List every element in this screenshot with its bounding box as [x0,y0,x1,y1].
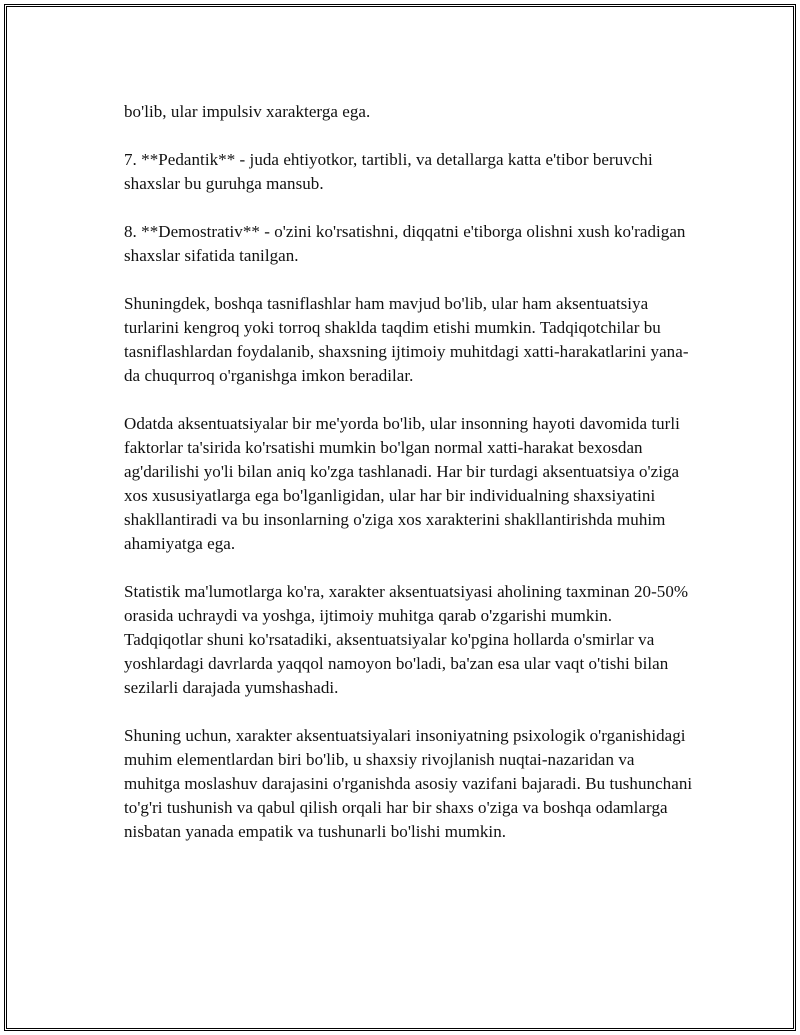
paragraph-continuation: bo'lib, ular impulsiv xarakterga ega. [124,102,371,121]
paragraph-statistics: Statistik ma'lumotlarga ko'ra, xarakter aksentuatsiyasi aholining taxminan 20-50% orasida uchraydi va yoshga, ijtimoiy muhitga qarab o'zgarishi mumkin. Tadqiqotlar shuni ko'rsatadiki, aksentuatsiyalar ko'pgina hollarda o'smirlar va yoshlardagi davrlarda yaqqol namoyon bo'ladi, ba'zan esa ular vaqt o'tishi bilan sezilarli darajada yumshashadi. [124,582,689,697]
paragraph-conclusion: Shuning uchun, xarakter aksentuatsiyalari insoniyatning psixologik o'rganishidagi muhim elementlardan biri bo'lib, u shaxsiy rivojlanish nuqtai-nazaridan va muhitga moslashuv darajasini o'rganishda asosiy vazifani bajaradi. Bu tushunchani to'g'ri tushunish va qabul qilish orqali har bir shaxs o'ziga va boshqa odamlarga nisbatan yanada empatik va tushunarli bo'lishi mumkin. [124,726,693,841]
paragraph-classifications: Shuningdek, boshqa tasniflashlar ham mavjud bo'lib, ular ham aksentuatsiya turlarini kengroq yoki torroq shaklda taqdim etishi mumkin. Tadqiqotchilar bu tasniflashlardan foydalanib, shaxsning ijtimoiy muhitdagi xatti-harakatlarini yana-da chuqurroq o'rganishga imkon beradilar. [124,294,689,385]
paragraph-accentuation-norm: Odatda aksentuatsiyalar bir me'yorda bo'lib, ular insonning hayoti davomida turli faktorlar ta'sirida ko'rsatishi mumkin bo'lgan normal xatti-harakat bexosdan ag'darilishi yo'li bilan aniq ko'zga tashlanadi. Har bir turdagi aksentuatsiya o'ziga xos xususiyatlarga ega bo'lganligidan, ular har bir individualning shaxsiyatini shakllantiradi va bu insonlarning o'ziga xos xarakterini shakllantirishda muhim ahamiyatga ega. [124,414,680,553]
paragraph-item-demostrativ: 8. **Demostrativ** - o'zini ko'rsatishni, diqqatni e'tiborga olishni xush ko'radigan shaxslar sifatida tanilgan. [124,222,686,265]
page-frame [4,4,796,1031]
document-body [124,100,694,868]
paragraph-item-pedantik: 7. **Pedantik** - juda ehtiyotkor, tartibli, va detallarga katta e'tibor beruvchi shaxslar bu guruhga mansub. [124,150,653,193]
